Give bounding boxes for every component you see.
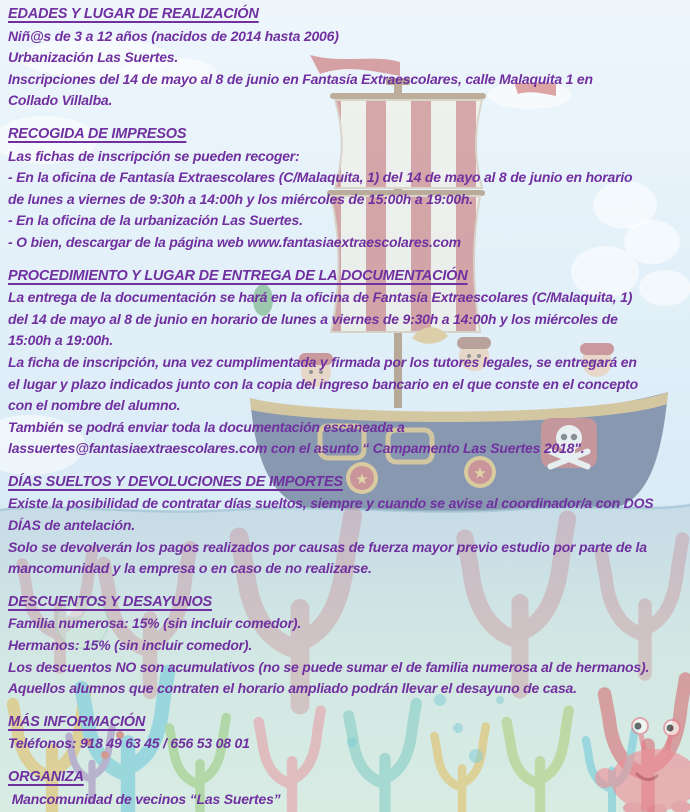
text-line: 15:00h a 19:00h.: [8, 332, 113, 349]
text-line: el lugar y plazo indicados junto con la copia del ingreso bancario en el que conste en el concepto: [8, 375, 638, 392]
text-line: del 14 de mayo al 8 de junio en horario de lunes a viernes de 9:30h a 14:00h y los miércoles de: [8, 310, 618, 327]
section-heading: ORGANIZA: [8, 769, 84, 785]
section-heading: MÁS INFORMACIÓN: [8, 713, 146, 730]
text-line: Los descuentos NO son acumulativos (no se puede sumar el de familia numerosa al de hermanos).: [8, 658, 650, 675]
text-line: Familia numerosa: 15% (sin incluir comedor).: [8, 615, 302, 632]
text-line: Aquellos alumnos que contraten el horario ampliado podrán llevar el desayuno de casa.: [8, 680, 577, 697]
text-line: Niñ@s de 3 a 12 años (nacidos de 2014 hasta 2006): [8, 27, 339, 44]
organizer-name: Mancomunidad de vecinos “Las Suertes”: [8, 790, 281, 807]
text-line: DÍAS de antelación.: [8, 517, 135, 534]
text-line: La entrega de la documentación se hará en la oficina de Fantasía Extraescolares (C/Malaquita, 1): [8, 289, 633, 306]
text-line: Las fichas de inscripción se pueden recoger:: [8, 147, 300, 164]
section-descuentos-desayunos: [8, 592, 688, 700]
text-line: También se podrá enviar toda la documentación escaneada a: [8, 418, 405, 435]
svg-text:★: ★: [355, 471, 369, 488]
section-heading: EDADES Y LUGAR DE REALIZACIÓN: [8, 6, 259, 22]
section-recogida-de-impresos: [8, 124, 688, 254]
section-edades-y-lugar: [8, 4, 688, 112]
flyer-body: [8, 4, 688, 812]
text-line: Inscripciones del 14 de mayo al 8 de junio en Fantasía Extraescolares, calle Malaquita 1 en: [8, 70, 593, 87]
text-line: - En la oficina de Fantasía Extraescolares (C/Malaquita, 1) del 14 de mayo al 8 de junio en horario: [8, 169, 633, 186]
section-heading: RECOGIDA DE IMPRESOS: [8, 125, 187, 142]
text-line: La ficha de inscripción, una vez cumplimentada y firmada por los tutores legales, se entregará en: [8, 353, 637, 370]
section-procedimiento-entrega: [8, 266, 688, 460]
phone-numbers: Teléfonos: 918 49 63 45 / 656 53 08 01: [8, 735, 250, 752]
text-line: lassuertes@fantasiaextraescolares.com con el asunto “ Campamento Las Suertes 2018".: [8, 440, 585, 457]
text-line: Urbanización Las Suertes.: [8, 49, 179, 66]
text-line: mancomunidad y la empresa o en caso de no realizarse.: [8, 560, 372, 577]
svg-text:★: ★: [473, 465, 487, 482]
text-line: - En la oficina de la urbanización Las Suertes.: [8, 212, 303, 229]
section-heading: DESCUENTOS Y DESAYUNOS: [8, 593, 213, 610]
text-line: Existe la posibilidad de contratar días sueltos, siempre y cuando se avise al coordinador/a con DOS: [8, 495, 654, 512]
text-line: Hermanos: 15% (sin incluir comedor).: [8, 637, 253, 654]
section-organiza: [8, 767, 688, 810]
section-mas-informacion: [8, 712, 688, 755]
text-line: Collado Villalba.: [8, 92, 113, 109]
text-line: con el nombre del alumno.: [8, 397, 181, 414]
section-dias-sueltos-devoluciones: [8, 472, 688, 580]
section-heading: PROCEDIMIENTO Y LUGAR DE ENTREGA DE LA DOCUMENTACIÓN: [8, 267, 468, 284]
text-line: - O bien, descargar de la página web www.fantasiaextraescolares.com: [8, 233, 461, 250]
text-line: de lunes a viernes de 9:30h a 14:00h y los miércoles de 15:00h a 19:00h.: [8, 190, 473, 207]
text-line: Solo se devolverán los pagos realizados por causas de fuerza mayor previo estudio por parte de la: [8, 538, 647, 555]
section-heading: DÍAS SUELTOS Y DEVOLUCIONES DE IMPORTES: [8, 473, 343, 490]
